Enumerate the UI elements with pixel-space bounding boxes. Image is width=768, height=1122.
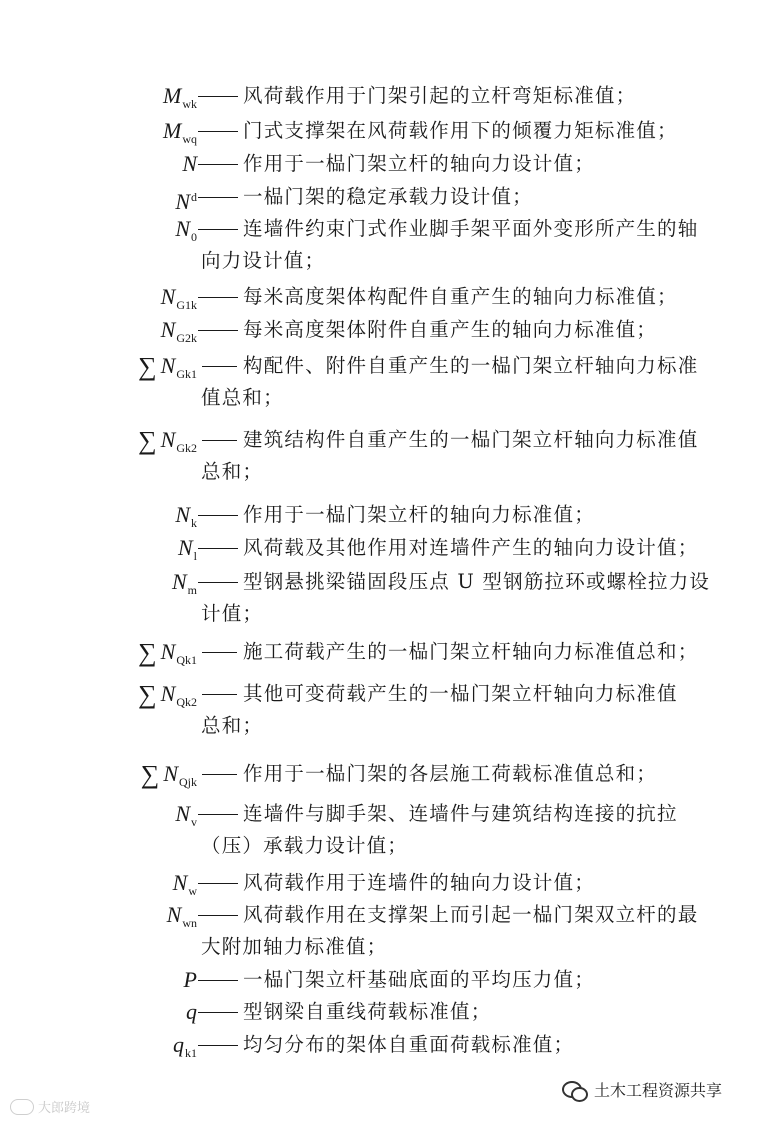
description-line: 风荷载作用于连墙件的轴向力设计值； [243,871,595,894]
description-line: 风荷载作用在支撑架上而引起一榀门架双立杆的最 [243,903,699,926]
dash-separator [198,197,238,198]
symbol-description [243,499,721,531]
symbol-subscript: wk [182,97,197,111]
symbol-subscript: 0 [191,230,197,244]
symbol-description [243,314,721,346]
symbol [184,964,197,996]
symbol [161,281,197,313]
symbol-subscript: Qk1 [176,653,197,667]
symbol-description [243,964,721,996]
dash-separator [198,330,238,331]
watermark-logo-icon [10,1099,34,1115]
symbol-base: N [160,353,176,378]
symbol-base: N [175,216,190,241]
description-line: 作用于一榀门架的各层施工荷载标准值总和； [243,762,658,785]
symbol-subscript: Qjk [179,775,197,789]
symbol-base: N [160,284,176,309]
symbol-base: N [160,427,176,452]
symbol-subscript: k1 [185,1046,197,1060]
symbol-base: N [166,902,182,927]
symbol [172,566,197,598]
symbol [175,499,197,531]
symbol-base: N [160,317,176,342]
symbol [138,636,197,668]
dash-separator [198,96,238,97]
sum-sign: ∑ [138,638,157,667]
sum-sign: ∑ [138,352,157,381]
symbol-subscript: G2k [176,331,197,345]
symbol-description [243,867,721,899]
sum-sign: ∑ [138,680,157,709]
description-line: 施工荷载产生的一榀门架立杆轴向力标准值总和； [243,640,699,663]
symbol [161,314,197,346]
symbol-description [201,678,721,742]
dash-separator [202,440,237,441]
description-line: 作用于一榀门架立杆的轴向力设计值； [243,152,595,175]
symbol [138,424,197,456]
dash-separator [198,164,238,165]
symbol-subscript: wn [182,916,197,930]
symbol-base: N [177,535,193,560]
symbol-description [243,636,721,668]
symbol [138,678,197,710]
symbol-description [243,1029,721,1061]
description-line: 作用于一榀门架立杆的轴向力标准值； [243,503,595,526]
description-line: 型钢悬挑梁锚固段压点 U 型钢筋拉环或螺栓拉力设 [243,570,711,593]
symbol-description [201,899,721,963]
symbol-base: N [175,189,190,214]
description-line: 风荷载作用于门架引起的立杆弯矩标准值； [243,84,637,107]
watermark-text: 大郎跨境 [38,1101,91,1116]
description-line: 门式支撑架在风荷载作用下的倾覆力矩标准值； [243,119,678,142]
description-line-continued: 总和； [201,714,264,737]
symbol-description [243,996,721,1028]
dash-separator [202,694,237,695]
dash-separator [198,582,238,583]
symbol-description [243,758,721,790]
watermark [10,1097,90,1116]
symbol-subscript: Gk1 [176,367,197,381]
description-line: 建筑结构件自重产生的一榀门架立杆轴向力标准值 [243,428,699,451]
symbol [173,867,197,899]
symbol-subscript: k [191,516,197,530]
dash-separator [198,915,238,916]
symbol [186,996,197,1028]
dash-separator [198,297,238,298]
dash-separator [198,980,238,981]
symbol-subscript: G1k [176,298,197,312]
description-line-continued: （压）承载力设计值； [201,834,409,857]
description-line: 风荷载及其他作用对连墙件产生的轴向力设计值； [243,536,699,559]
source-credit [562,1078,722,1101]
symbol-description [201,566,721,630]
dash-separator [198,131,238,132]
sum-sign: ∑ [138,426,157,455]
symbol-description [243,281,721,313]
dash-separator [198,515,238,516]
symbol [175,798,197,830]
symbol-base: N [160,681,176,706]
symbol-base: M [163,83,182,108]
symbol-description [201,798,721,862]
symbol [163,80,197,112]
symbol-subscript: m [187,583,197,597]
symbol-superscript: d [191,190,197,204]
symbol-description [243,148,721,180]
symbol-description [201,213,721,277]
description-line: 其他可变荷载产生的一榀门架立杆轴向力标准值 [243,682,678,705]
symbol [182,148,197,180]
description-line-continued: 值总和； [201,386,284,409]
dash-separator [202,774,237,775]
wechat-icon [562,1079,588,1101]
description-line: 一榀门架的稳定承载力设计值； [243,185,533,208]
symbol-description [201,350,721,414]
symbol-base: q [173,1032,184,1057]
symbol-description [243,181,721,213]
description-line: 型钢梁自重线荷载标准值； [243,1000,492,1023]
description-line-continued: 向力设计值； [201,249,326,272]
symbol-base: N [182,151,197,176]
symbol-base: N [175,801,190,826]
symbol [141,758,197,790]
symbol [138,350,197,382]
symbol-subscript: Qk2 [176,695,197,709]
description-line: 每米高度架体构配件自重产生的轴向力标准值； [243,285,678,308]
description-line: 每米高度架体附件自重产生的轴向力标准值； [243,318,658,341]
symbol [178,532,197,564]
description-line-continued: 计值； [201,602,264,625]
symbol [163,115,197,147]
sum-sign: ∑ [140,760,160,789]
symbol-base: N [171,569,187,594]
symbol-subscript: Gk2 [176,441,197,455]
symbol-subscript: v [191,815,197,829]
dash-separator [198,814,238,815]
symbol-description [243,115,721,147]
dash-separator [198,229,238,230]
symbol-description [201,424,721,488]
symbol [175,213,197,245]
description-line: 连墙件约束门式作业脚手架平面外变形所产生的轴 [243,217,699,240]
dash-separator [198,1045,238,1046]
description-line: 连墙件与脚手架、连墙件与建筑结构连接的抗拉 [243,802,678,825]
dash-separator [202,366,237,367]
symbol-description [243,532,721,564]
symbol-description [243,80,721,112]
symbol-base: M [163,118,182,143]
description-line: 均匀分布的架体自重面荷载标准值； [243,1033,575,1056]
dash-separator [198,548,238,549]
symbol-base: q [186,999,197,1024]
dash-separator [202,652,237,653]
symbol-subscript: w [188,884,197,898]
symbol-base: N [160,639,176,664]
symbol-base: N [172,870,188,895]
symbol [173,1029,197,1061]
symbol-base: N [163,761,178,786]
symbol-base: N [175,502,190,527]
symbol [175,181,197,213]
symbol-subscript: wq [182,132,197,146]
symbol-subscript: l [193,549,197,563]
source-credit-text: 土木工程资源共享 [594,1081,723,1100]
description-line-continued: 大附加轴力标准值； [201,935,388,958]
description-line-continued: 总和； [201,460,264,483]
dash-separator [198,1012,238,1013]
dash-separator [198,883,238,884]
symbol-base: P [183,967,197,992]
description-line: 构配件、附件自重产生的一榀门架立杆轴向力标准 [243,354,699,377]
symbol [167,899,197,931]
description-line: 一榀门架立杆基础底面的平均压力值； [243,968,595,991]
